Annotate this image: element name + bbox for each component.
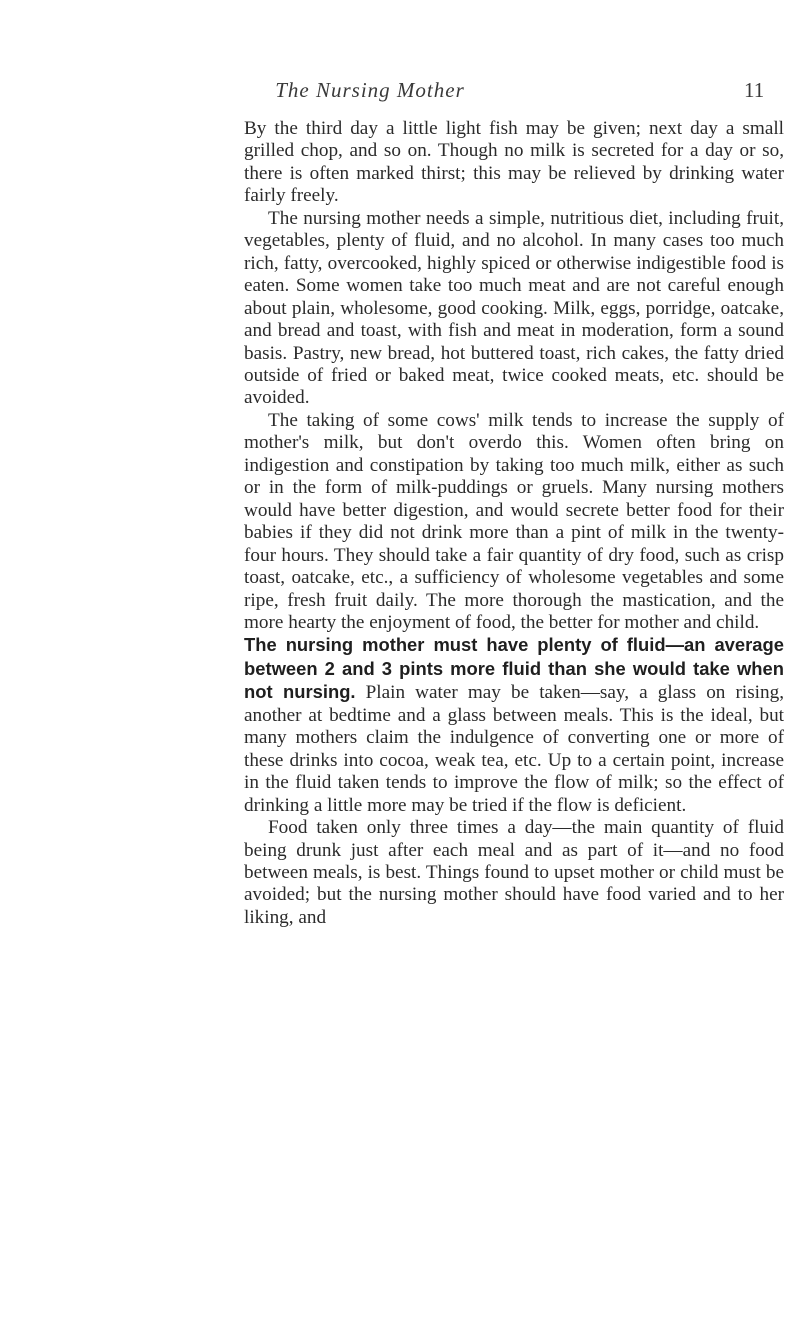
paragraph-3: The taking of some cows' milk tends to increase the supply of mother's milk, but don't overdo this. Women often bring on indigestion and constipation by taking too much milk, either as such or in the form of milk-puddings or gruels. Many nursing mothers would have better digestion, and would secrete better food for their babies if they did not drink more than a pint of milk in the twenty-four hours. They should take a fair quantity of dry food, such as crisp toast, oatcake, etc., a sufficiency of wholesome vegetables and some ripe, fresh fruit daily. The more thorough the mastication, and the more hearty the enjoyment of food, the better for mother and child. xyxy=(244,409,784,633)
running-title: The Nursing Mother xyxy=(275,78,465,102)
paragraph-2: The nursing mother needs a simple, nutritious diet, including fruit, vegetables, plenty of fluid, and no alcohol. In many cases too much rich, fatty, overcooked, highly spiced or otherwise indigestible food is eaten. Some women take too much meat and are not careful enough about plain, wholesome, good cooking. Milk, eggs, porridge, oatcake, and bread and toast, with fish and meat in moderation, form a sound basis. Pastry, new bread, hot buttered toast, rich cakes, the fatty dried outside of fried or baked meat, twice cooked meats, etc. should be avoided. xyxy=(244,207,784,409)
paragraph-4-bold-lead: The nursing mother must have plenty of fluid—an average between 2 and 3 pints more fluid than she would take when not nursing. xyxy=(244,634,784,703)
paragraph-4-text: Plain water may be taken—say, a glass on rising, another at bedtime and a glass between meals. This is the ideal, but many mothers claim the indulgence of converting one or more of these drinks into cocoa, weak tea, etc. Up to a certain point, increase in the fluid taken tends to improve the flow of milk; so the effect of drinking a little more may be tried if the flow is deficient. xyxy=(244,682,784,816)
page-number: 11 xyxy=(744,78,765,102)
paragraph-5: Food taken only three times a day—the main quantity of fluid being drunk just after each meal and as part of it—and no food between meals, is best. Things found to upset mother or child must be avoided; but the nursing mother should have food varied and to her liking, and xyxy=(244,817,784,928)
body-text xyxy=(244,118,784,929)
paragraph-1: By the third day a little light fish may be given; next day a small grilled chop, and so on. Though no milk is secreted for a day or so, there is often marked thirst; this may be relieved by drinking water fairly freely. xyxy=(244,118,784,207)
paragraph-4 xyxy=(244,634,784,817)
